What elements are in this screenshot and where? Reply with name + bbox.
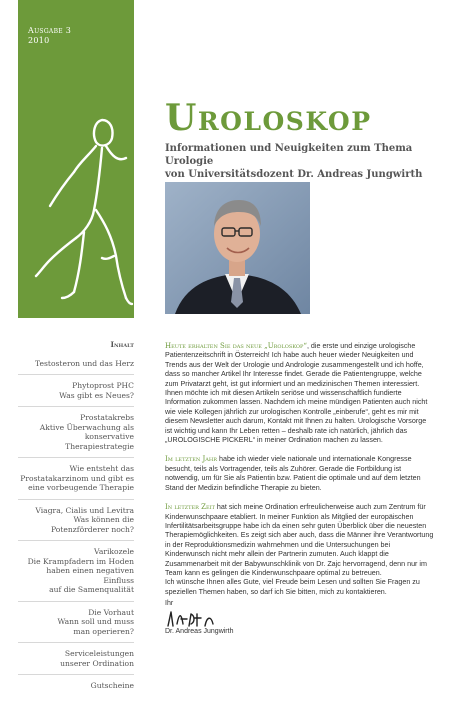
toc-item-line: konservative Therapiestrategie	[65, 432, 134, 451]
magazine-subtitle	[165, 142, 445, 181]
table-of-contents	[18, 340, 134, 703]
toc-item-line: Phytoprost PHC	[72, 381, 134, 390]
author-photo	[165, 182, 310, 314]
toc-item	[18, 681, 134, 697]
paragraph-2	[165, 455, 435, 493]
cover-green-panel	[18, 0, 134, 318]
paragraph-3	[165, 503, 435, 597]
toc-item-line: Die Krampfadern im Hoden	[27, 556, 134, 566]
toc-item-line: Was gibt es Neues?	[59, 390, 134, 400]
toc-item	[18, 608, 134, 644]
toc-item-line: Die Vorhaut	[88, 607, 134, 617]
toc-item	[18, 547, 134, 602]
figure-line-art	[30, 110, 134, 310]
toc-item-line: Testosteron und das Herz	[35, 358, 134, 368]
toc-item-line: man operieren?	[73, 626, 134, 636]
toc-item-line: Serviceleistungen	[64, 649, 134, 658]
editorial-text	[165, 342, 435, 607]
paragraph-3-text: hat sich meine Ordination erfreulicherweise auch zum Zentrum für Kinderwunschpaare etabliert. In meiner Funktion als Mitglied der europäischen Infertilitätsarbeitsgruppe habe ich da einen sehr guten Überblick über die neuesten Therapiemöglichkeiten. Es zeigt sich aber auch, dass die Männer ihre Verantwortung in der Reproduktionsmedizin wahrnehmen und die Untersuchungen bei Kinderwunsch nicht mehr allein der Partnerin zumuten. Auch klappt die Zusammenarbeit mit der Babywunschklinik von Dr. Zajc hervorragend, denn nur im Team kann es gelingen die Kinderwunschpaare optimal zu betreuen.	[165, 503, 434, 577]
toc-item	[18, 413, 134, 458]
issue-info	[28, 26, 71, 46]
toc-item-line: Potenzförderer noch?	[50, 524, 134, 534]
toc-item-line: unserer Ordination	[60, 658, 134, 668]
paragraph-1	[165, 342, 435, 445]
signature-greeting: Ihr	[165, 600, 174, 607]
toc-item-line: Wann soll und muss	[57, 617, 134, 626]
toc-item-line: Was können die	[73, 515, 134, 524]
toc-item	[18, 506, 134, 542]
toc-item-line: Gutscheine	[90, 681, 134, 690]
handwritten-signature	[165, 608, 225, 630]
toc-items	[18, 359, 134, 697]
toc-item-line: Prostatakrebs	[80, 413, 134, 422]
paragraph-3-lead: In letzter Zeit	[165, 503, 215, 512]
paragraph-2-lead: Im letzten Jahr	[165, 455, 218, 464]
toc-item-line: eine vorbeugende Therapie	[28, 483, 134, 492]
paragraph-1-text: , die erste und einzige urologische Patientenzeitschrift in Österreich! Ich habe auch heuer wieder Neuigkeiten und Trends aus der Welt der Urologie und Andrologie zusammengestellt und ich hoffe, dass so mancher Artikel Ihr Interesse findet. Gerade die Patientengruppe, welche zum Privatarzt geht, ist gut informiert und an medizinischen Themen interessiert. Ihnen möchte ich mit diesen Artikeln seriöse und wissenschaftlich fundierte Information zukommen lassen. Nachdem ich meine mündigen Patienten auch nicht wie viele Kollegen jährlich zur urologischen Kontrolle „einberufe“, geht es mir mit diesem Newsletter auch darum, Kontakt mit Ihnen zu halten. Urologische Vorsorge ist wichtig und kann Ihr Leben retten – deshalb rate ich natürlich, jährlich das „UROLOGISCHE PICKERL“ in meiner Ordination machen zu lassen.	[165, 342, 428, 445]
paragraph-2-text: habe ich wieder viele nationale und internationale Kongresse besucht, teils als Vortragender, teils als Zuhörer. Gerade die Fortbildung ist notwendig, um für Sie als Patientin bzw. Patient die optimale und auf dem letzten Stand der Medizin befindliche Therapie zu bieten.	[165, 455, 421, 492]
subtitle-line-1: Informationen und Neuigkeiten zum Thema Urologie	[165, 143, 413, 167]
signature-name: Dr. Andreas Jungwirth	[165, 628, 234, 635]
toc-item-line: Prostatakarzinom und gibt es	[20, 473, 134, 483]
toc-item	[18, 381, 134, 407]
toc-heading: Inhalt	[110, 340, 134, 349]
toc-item	[18, 359, 134, 376]
toc-item-line: haben einen negativen Einfluss	[46, 566, 134, 585]
toc-item-line: Aktive Überwachung als	[39, 422, 134, 432]
subtitle-line-2: von Universitätsdozent Dr. Andreas Jungwirth	[165, 169, 423, 180]
toc-item-line: auf die Samenqualität	[49, 585, 134, 594]
paragraph-1-lead: Heute erhalten Sie das neue „Uroloskop“	[165, 342, 307, 350]
issue-year: 2010	[28, 36, 50, 45]
magazine-title: Uroloskop	[165, 97, 372, 139]
paragraph-4-text: Ich wünsche Ihnen alles Gute, viel Freude beim Lesen und sollten Sie Fragen zu speziellen Themen haben, so darf ich Sie bitten, mich zu kontaktieren.	[165, 578, 420, 596]
toc-item	[18, 649, 134, 675]
toc-item-line: Wie entsteht das	[69, 464, 134, 473]
toc-item	[18, 464, 134, 500]
toc-item-line: Varikozele	[94, 547, 134, 556]
toc-item-line: Viagra, Cialis und Levitra	[35, 505, 134, 515]
issue-label: Ausgabe 3	[28, 26, 72, 35]
